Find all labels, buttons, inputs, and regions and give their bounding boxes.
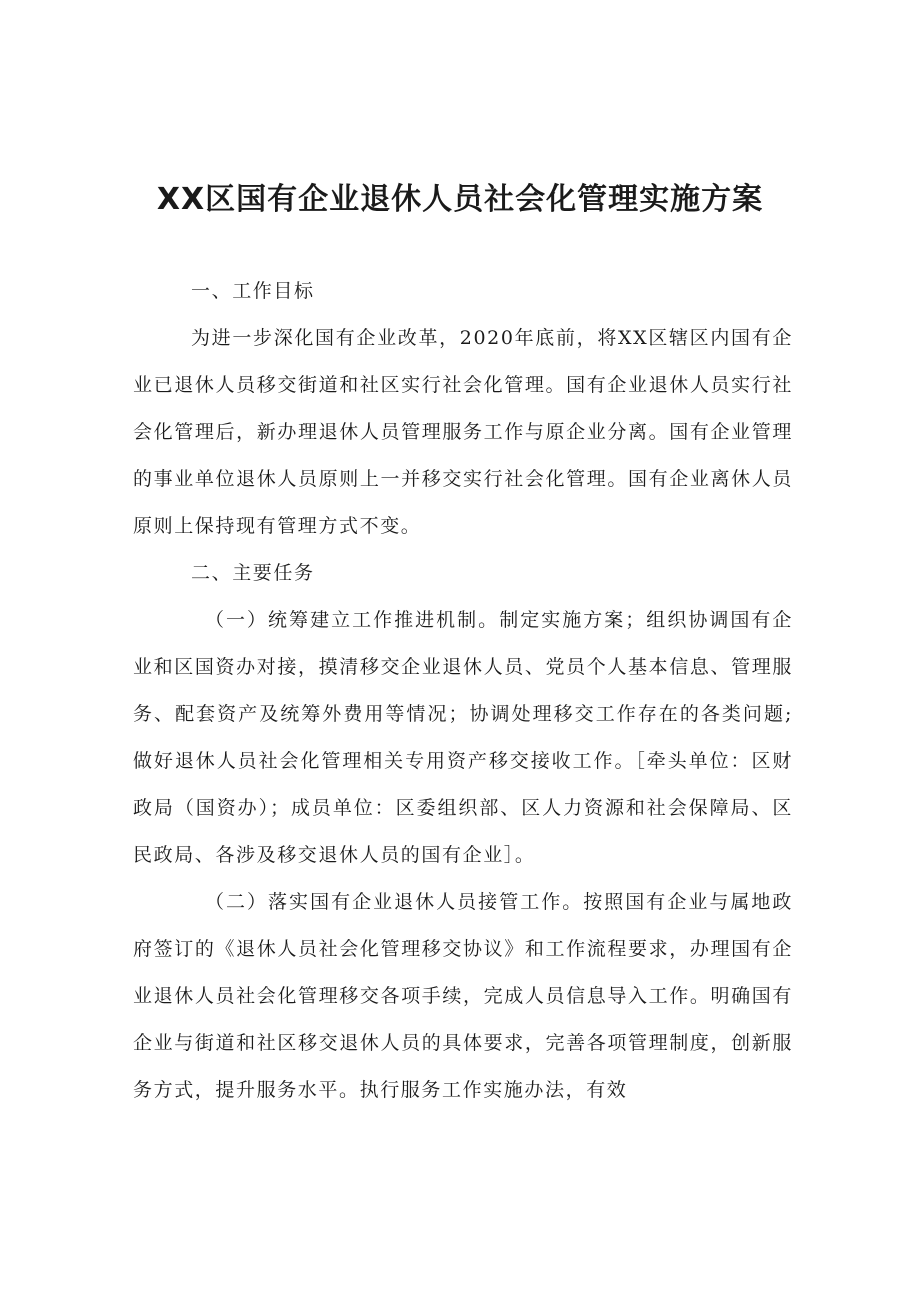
paragraph-task-2: （二）落实国有企业退休人员接管工作。按照国有企业与属地政府签订的《退休人员社会化管理移交协议》和工作流程要求，办理国有企业退休人员社会化管理移交各项手续，完成人员信息导入工作。明确国有企业与街道和社区移交退休人员的具体要求，完善各项管理制度，创新服务方式，提升服务水平。执行服务工作实施办法，有效 bbox=[133, 891, 793, 1101]
paragraph-task-1: （一）统筹建立工作推进机制。制定实施方案；组织协调国有企业和区国资办对接，摸清移交企业退休人员、党员个人基本信息、管理服务、配套资产及统筹外费用等情况；协调处理移交工作存在的各类问题;做好退休人员社会化管理相关专用资产移交接收工作。［牵头单位：区财政局（国资办）；成员单位：区委组织部、区人力资源和社会保障局、区民政局、各涉及移交退休人员的国有企业］。 bbox=[133, 609, 793, 866]
document-body bbox=[133, 268, 793, 1114]
paragraph-goals: 为进一步深化国有企业改革，2020年底前，将XX区辖区内国有企业已退休人员移交街道和社区实行社会化管理。国有企业退休人员实行社会化管理后，新办理退休人员管理服务工作与原企业分离。国有企业管理的事业单位退休人员原则上一并移交实行社会化管理。国有企业离休人员原则上保持现有管理方式不变。 bbox=[133, 327, 793, 537]
section-heading-goals: 一、工作目标 bbox=[191, 280, 315, 302]
document-title: XX区国有企业退休人员社会化管理实施方案 bbox=[156, 182, 764, 217]
section-heading-tasks: 二、主要任务 bbox=[191, 562, 315, 584]
